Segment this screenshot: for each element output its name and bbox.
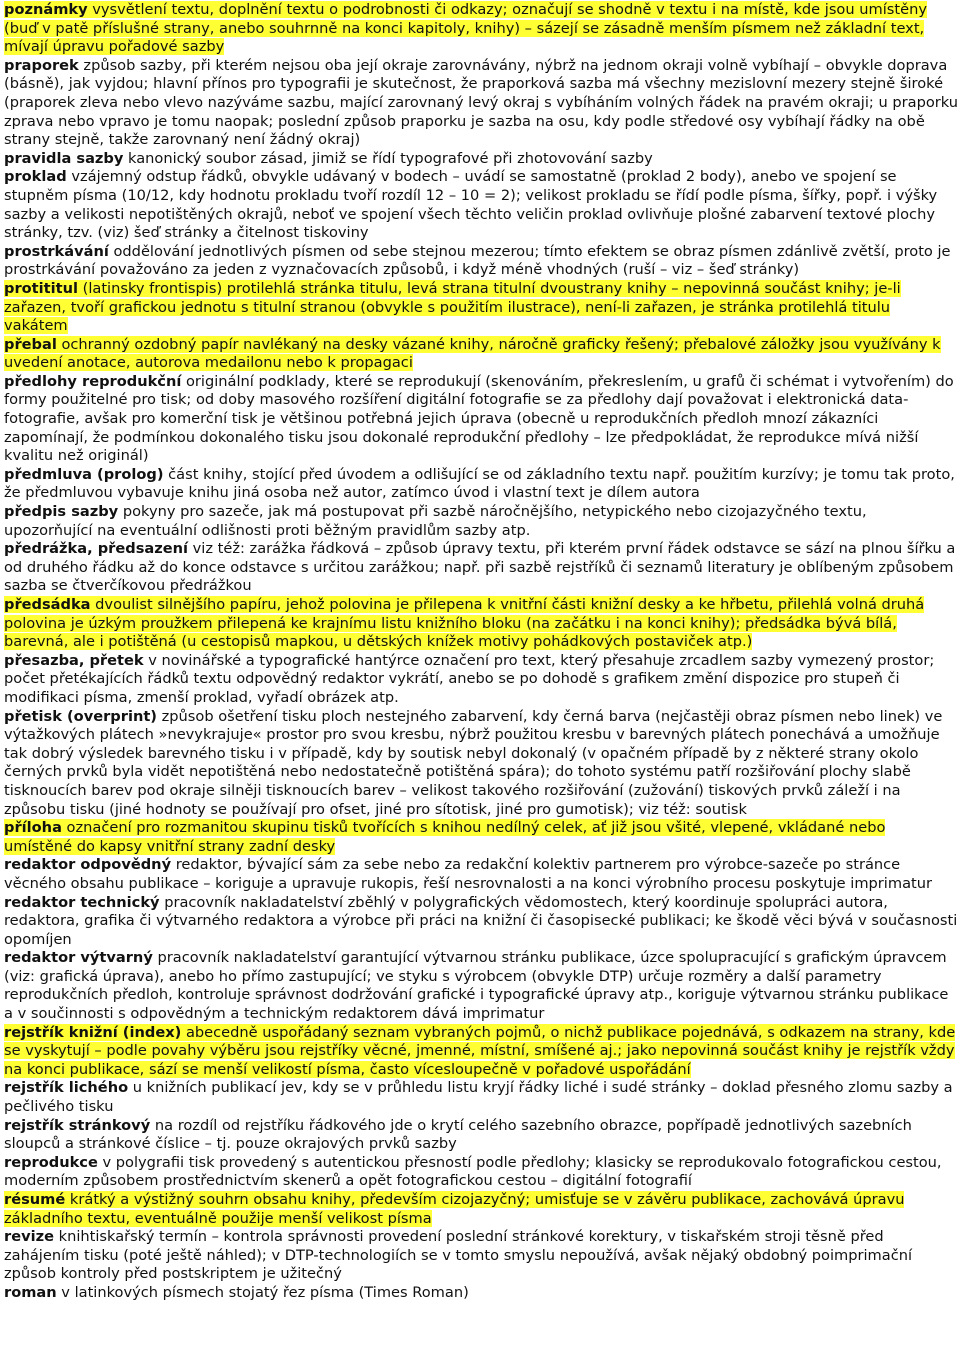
glossary-entry [4,894,958,950]
entry-definition: kanonický soubor zásad, jimiž se řídí typografové při zhotovování sazby [123,149,653,167]
entry-definition: dvoulist silnějšího papíru, jehož polovina je přilepena k vnitřní části knižní desky a ke hřbetu, přilehlá volná druhá polovina je úzkým proužkem přilepená ke krajnímu listu knižního bloku (na začátku i na konci knihy); předsádka bývá bílá, barevná, ale i potištěná (u cestopisů mapkou, u dětských knížek motivy pohádkových postaviček atp.) [4,596,925,651]
entry-definition: knihtiskařský termín – kontrola správnosti provedení poslední stránkové korektury, v tiskařském stroji těsně před zahájením tisku (poté ještě náhled); v DTP-technologiích se v tomto smyslu nepoužívá, avšak nějaký obdobný poimprimační způsob kontroly před postskriptem je užitečný [4,1228,913,1283]
entry-term: praporek [4,56,79,74]
entry-definition: (latinsky frontispis) protilehlá stránka titulu, levá strana titulní dvoustrany knihy – nepovinná součást knihy; je-li zařazen, tvoří grafickou jednotu s titulní stranou (obvykle s použitím ilustrace), není-li zařazen, je stránka protilehlá titulu vakátem [4,279,901,335]
entry-definition: v polygrafii tisk provedený s autentickou přesností podle předlohy; klasicky se reprodukovalo fotografickou cestou, moderním způsobem prostřednictvím skenerů a opět fotografickou cestou – digitální fotografií [4,1153,942,1190]
entry-definition: ochranný ozdobný papír navlékaný na desky vázané knihy, náročně graficky řešený; přebalové záložky jsou využívány k uvedení anotace, autorova medailonu nebo k propagaci [4,335,941,372]
entry-term: reprodukce [4,1153,98,1171]
glossary-entry [4,540,958,596]
entry-term: roman [4,1283,57,1301]
entry-term: rejstřík knižní (index) [4,1023,182,1041]
glossary-entry [4,596,958,652]
entry-definition: označení pro rozmanitou skupinu tisků tvořících s knihou nedílný celek, ať již jsou všité, vlepené, vkládané nebo umístěné do kapsy vnitřní strany zadní desky [4,819,886,855]
entry-definition: abecedně uspořádaný seznam vybraných pojmů, o nichž publikace pojednává, s odkazem na strany, kde se vyskytují – podle povahy výběru jsou rejstříky věcné, jmenné, místní, smíšené aj.; jako nepovinná součást knihy je rejstřík vždy na konci publikace, sází se menší velikostí písma, často vícesloupečně v pořadové uspořádání [4,1023,956,1078]
entry-term: přesazba, přetek [4,651,144,669]
entry-term: příloha [4,819,62,837]
entry-definition: část knihy, stojící před úvodem a odlišující se od základního textu např. použitím kurzívy; je tomu tak proto, že předmluvou vybavuje knihu jiná osoba než autor, zatímco úvod i vlastní text je dílem autora [4,465,955,502]
glossary-entry [4,1228,958,1284]
entry-term: proklad [4,168,67,186]
entry-term: protititul [4,279,78,297]
entry-term: přebal [4,335,57,353]
glossary-entry [4,150,958,169]
glossary-entry [4,466,958,503]
entry-term: přetisk (overprint) [4,707,157,725]
glossary-entry [4,168,958,242]
glossary-entry [4,652,958,708]
entry-term: předpis sazby [4,503,119,521]
entry-term: prostrkávání [4,242,109,260]
entry-definition: v latinkových písmech stojatý řez písma (Times Roman) [56,1283,469,1301]
glossary-entry [4,1117,958,1154]
glossary-entry [4,1284,958,1303]
glossary-entry [4,949,958,1023]
glossary-entry [4,336,958,373]
entry-term: résumé [4,1191,66,1208]
entry-term: revize [4,1228,55,1246]
glossary-entry [4,856,958,893]
entry-term: předsádka [4,596,91,613]
glossary-entry [4,1154,958,1191]
glossary-entry [4,280,958,336]
entry-definition: originální podklady, které se reprodukují (skenováním, překreslením, u grafů či schémat i vytvořením) do formy použitelné pro tisk; od doby masového rozšíření digitální fotografie se za předlohy dají považovat i elektronická data-fotografie, avšak pro komerční tisk je většinou potřebná jejich úprava (obecně u reprodukčních předloh mnozí zákazníci zapomínají, že podmínkou dokonalého tisku jsou dokonalé reprodukční předlohy – lze předpokládat, že reprodukce mívá nižší kvalitu než originál) [4,372,954,465]
entry-definition: u knižních publikací jev, kdy se v průhledu listu kryjí řádky liché i sudé stránky – doklad přesného zlomu sazby a pečlivého tisku [4,1079,953,1116]
glossary-entry [4,819,958,856]
entry-definition: způsob ošetření tisku ploch nestejného zabarvení, kdy černá barva (nejčastěji obraz písmen nebo linek) ve výtažkových plátech »nevykrajuje« prostor pro svou kresbu, nýbrž použitou kresbu v barevných plátech ponechává a umožňuje tak dobrý výsledek barevného tisku i v případě, kdy by soutisk nebyl dokonalý (v opačném případě by z některé strany okolo černých prvků byla vidět nepotištěná nebo nedostatečně potištěná spára); do tohoto systému patří rozšiřování plochy slabě tisknoucích barev pod okraje silněji tisknoucích barev – velikost takového rozšiřování (zužování) tiskových prvků záleží i na způsobu tisku (jiné hodnoty se používají pro ofset, jiné pro sítotisk, jiné pro gumotisk); viz též: soutisk [4,707,943,818]
entry-definition: pracovník nakladatelství zběhlý v polygrafických vědomostech, který koordinuje spolupráci autora, redaktora, grafika či výtvarného redaktora a výrobce při práci na knižní či časopisecké publikaci; ke škodě věci bývá v současnosti opomíjen [4,893,958,948]
glossary-entry [4,708,958,820]
entry-definition: krátký a výstižný souhrn obsahu knihy, především cizojazyčný; umisťuje se v závěru publikace, zachovává úpravu základního textu, eventuálně použije menší velikost písma [4,1191,905,1227]
entry-definition: způsob sazby, při kterém nejsou oba její okraje zarovnávány, nýbrž na jednom okraji volně vybíhají – obvykle doprava (básně), jak vyjdou; hlavní přínos pro typografii je skutečnost, že praporková sazba má všechny mezislovní mezery stejně široké (praporek zleva nebo vlevo nazýváme sazbu, mající zarovnaný levý okraj s vybíháním volných řádek na pravém okraji; u praporku zprava nebo vpravo je tomu naopak; poslední způsob praporku je sazba na osu, kdy podle středové osy vybíhají řádky na obě strany stejně, takže zarovnaný není žádný okraj) [4,56,959,149]
entry-term: redaktor odpovědný [4,856,172,874]
entry-definition: na rozdíl od rejstříku řádkového jde o krytí celého sazebního obrazce, popřípadě jednotlivých sazebních sloupců a stránkové číslice – tj. pouze okrajových prvků sazby [4,1116,912,1153]
glossary-entry [4,1,958,57]
entry-term: redaktor výtvarný [4,949,153,967]
entry-term: předmluva (prolog) [4,465,164,483]
glossary-entry [4,57,958,150]
entry-definition: vysvětlení textu, doplnění textu o podrobnosti či odkazy; označují se shodně v textu i na místě, kde jsou umístěny (buď v patě příslušné strany, anebo souhrnně na konci kapitoly, knihy) – sázejí se zásadně menším písmem než základní text, mívají úpravu pořadové sazby [4,1,927,56]
entry-term: předrážka, předsazení [4,540,189,558]
glossary-entry [4,373,958,466]
entry-definition: pokyny pro sazeče, jak má postupovat při sazbě náročnějšího, netypického nebo cizojazyčného textu, upozorňující na eventuální odlišnosti proti běžným pravidlům sazby atp. [4,503,867,539]
glossary-entry [4,503,958,540]
entry-definition: oddělování jednotlivých písmen od sebe stejnou mezerou; tímto efektem se obraz písmen zdánlivě zvětší, proto je prostrkávání považováno za jeden z vyznačovacích způsobů, i když méně vhodných (ruší – viz – šeď stránky) [4,242,951,279]
glossary-entry [4,1079,958,1116]
entry-definition: viz též: zarážka řádková – způsob úpravy textu, při kterém první řádek odstavce se sází na plnou šířku a od druhého řádku až do konce odstavce s určitou zarážkou; např. při sazbě rejstříků či seznamů literatury je oblíbeným způsobem sazba se čtverčíkovou předrážkou [4,540,956,595]
entry-term: pravidla sazby [4,149,124,167]
entry-term: rejstřík stránkový [4,1116,151,1134]
glossary-entry [4,1024,958,1080]
entry-definition: v novinářské a typografické hantýrce označení pro text, který přesahuje zrcadlem sazby vymezený prostor; počet přetékajících řádků textu odpovědný redaktor vykrátí, anebo se po dohodě s grafikem změní dispozice pro stupeň či modifikaci písma, zmenší proklad, vyřadí obrázek atp. [4,651,935,706]
entry-term: redaktor technický [4,893,160,911]
entry-definition: redaktor, bývající sám za sebe nebo za redakční kolektiv partnerem pro výrobce-sazeče po stránce věcného obsahu publikace – koriguje a upravuje rukopis, řeší nesrovnalosti a na konci výrobního procesu poskytuje imprimatur [4,856,932,892]
entry-definition: vzájemný odstup řádků, obvykle udávaný v bodech – uvádí se samostatně (proklad 2 body), anebo ve spojení se stupněm písma (10/12, kdy hodnotu prokladu tvoří rozdíl 12 – 10 = 2); velikost prokladu se řídí podle písma, šířky, popř. i výšky sazby a velikosti nepotištěných okrajů, neboť ve spojení všech těchto veličin proklad ovlivňuje plošné zabarvení textové plochy stránky, tzv. (viz) šeď stránky a čitelnost tiskoviny [4,168,938,242]
entry-term: rejstřík lichého [4,1079,129,1097]
entry-term: předlohy reprodukční [4,372,182,390]
glossary-entry [4,1191,958,1228]
entry-definition: pracovník nakladatelství garantující výtvarnou stránku publikace, úzce spolupracující s grafickým úpravcem (viz: grafická úprava), anebo ho přímo zastupující; ve styku s výrobcem (obvykle DTP) určuje rozměry a další parametry reprodukčních předloh, kontroluje správnost dodržování grafické i typografické úpravy atp., koriguje výtvarnou stránku publikace a v součinnosti s odpovědným a technickým redaktorem dává imprimatur [4,949,949,1023]
glossary-entry [4,243,958,280]
entry-term: poznámky [4,1,88,18]
